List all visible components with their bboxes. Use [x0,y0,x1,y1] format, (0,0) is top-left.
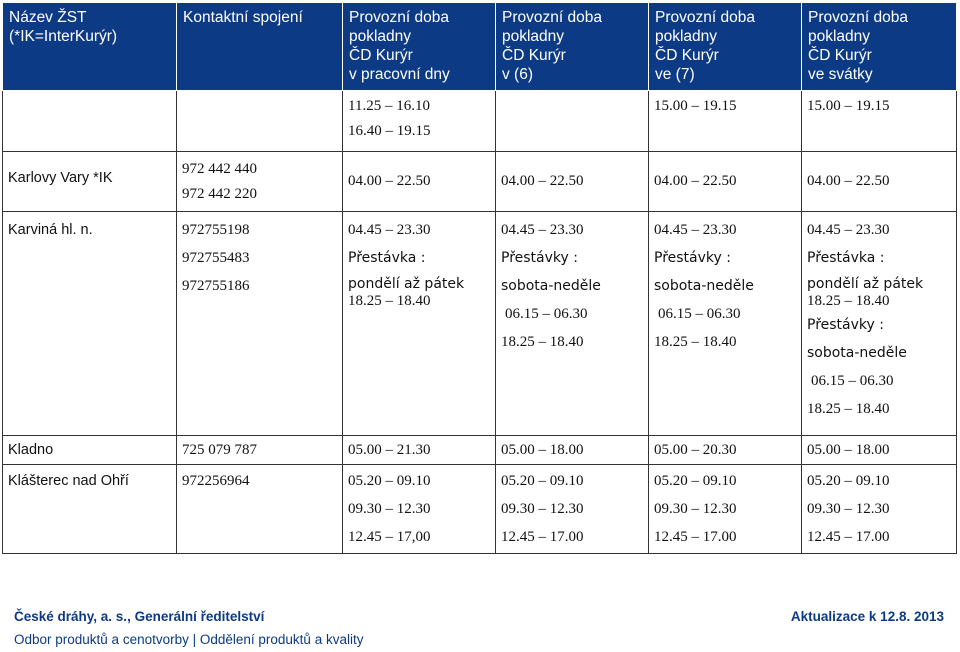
hours: 09.30 – 12.30 [501,501,584,517]
hours: 09.30 – 12.30 [348,501,431,517]
phone: 972755198 [182,222,250,238]
hours: 06.15 – 06.30 [505,306,588,322]
hours: 05.00 – 20.30 [654,441,737,458]
hours: 04.45 – 23.30 [348,222,431,238]
footer-company: České dráhy, a. s., Generální ředitelství [14,609,265,624]
break-label: Přestávky : [501,250,578,266]
hours: 18.25 – 18.40 [501,334,584,350]
hours: 05.20 – 09.10 [501,473,584,489]
holiday-cell [802,91,957,152]
station-name: Karlovy Vary *IK [8,169,113,186]
break-label: Přestávky : [654,250,731,266]
break-days: pondělí až pátek [348,276,465,292]
workdays-cell [343,465,496,554]
header-station: Název ŽST (*IK=InterKurýr) [3,3,177,91]
table-header-row [3,3,957,91]
hours: 06.15 – 06.30 [811,373,894,389]
station-cell [3,91,177,152]
station-cell [3,436,177,465]
saturday-cell [496,465,649,554]
break-label: Přestávka : [348,250,426,266]
saturday-cell [496,91,649,152]
phone: 972755186 [182,278,250,294]
station-cell [3,212,177,436]
station-name: Karviná hl. n. [8,222,93,238]
holiday-cell [802,152,957,212]
sunday-cell [649,212,802,436]
phone: 725 079 787 [182,441,257,458]
station-name: Klášterec nad Ohří [8,473,129,489]
hours: 05.00 – 21.30 [348,441,431,458]
saturday-cell [496,436,649,465]
saturday-cell [496,212,649,436]
hours: 18.25 – 18.40 [807,293,890,309]
footer-department: Odbor produktů a cenotvorby | Oddělení produktů a kvality [14,632,364,647]
sunday-cell [649,465,802,554]
hours: 05.00 – 18.00 [501,441,584,458]
hours: 09.30 – 12.30 [807,501,890,517]
hours: 05.00 – 18.00 [807,441,890,458]
phone: 972 442 220 [182,186,257,202]
hours: 11.25 – 16.10 [348,98,430,114]
contact-cell [177,152,343,212]
header-saturday: Provozní doba pokladny ČD Kurýr v (6) [496,3,649,91]
contact-cell [177,436,343,465]
contact-cell [177,91,343,152]
hours: 15.00 – 19.15 [654,98,737,114]
hours: 18.25 – 18.40 [348,293,431,309]
phone: 972755483 [182,250,250,266]
phone: 972256964 [182,473,250,489]
hours: 12.45 – 17.00 [807,529,890,545]
hours: 04.00 – 22.50 [501,173,584,189]
hours: 04.00 – 22.50 [807,173,890,189]
hours: 06.15 – 06.30 [658,306,741,322]
station-name: Kladno [8,442,54,458]
hours: 04.00 – 22.50 [348,173,431,189]
hours: 18.25 – 18.40 [807,401,890,417]
workdays-cell [343,436,496,465]
contact-cell [177,212,343,436]
table-row [3,465,957,554]
holiday-cell [802,212,957,436]
break-days: sobota-neděle [807,345,907,361]
header-holiday: Provozní doba pokladny ČD Kurýr ve svátky [802,3,957,91]
break-days: sobota-neděle [501,278,601,294]
hours: 15.00 – 19.15 [807,98,890,114]
table-row [3,91,957,152]
table-row [3,212,957,436]
header-contact: Kontaktní spojení [177,3,343,91]
break-label: Přestávka : [807,250,885,266]
workdays-cell [343,152,496,212]
hours: 12.45 – 17.00 [654,529,737,545]
holiday-cell [802,436,957,465]
hours: 04.00 – 22.50 [654,173,737,189]
hours: 18.25 – 18.40 [654,334,737,350]
header-sunday: Provozní doba pokladny ČD Kurýr ve (7) [649,3,802,91]
station-cell [3,465,177,554]
sunday-cell [649,152,802,212]
table-row [3,436,957,465]
contact-cell [177,465,343,554]
sunday-cell [649,91,802,152]
hours: 05.20 – 09.10 [654,473,737,489]
hours: 16.40 – 19.15 [348,123,431,139]
table-row [3,152,957,212]
hours: 04.45 – 23.30 [654,222,737,238]
workdays-cell [343,212,496,436]
hours: 12.45 – 17.00 [501,529,584,545]
hours: 04.45 – 23.30 [501,222,584,238]
workdays-cell [343,91,496,152]
hours: 05.20 – 09.10 [348,473,431,489]
saturday-cell [496,152,649,212]
break-label: Přestávky : [807,317,884,333]
holiday-cell [802,465,957,554]
break-days: sobota-neděle [654,278,754,294]
phone: 972 442 440 [182,161,257,177]
header-workdays: Provozní doba pokladny ČD Kurýr v pracovní dny [343,3,496,91]
footer-updated: Aktualizace k 12.8. 2013 [790,609,944,624]
hours: 12.45 – 17,00 [348,529,431,545]
break-days: pondělí až pátek [807,276,924,292]
station-cell [3,152,177,212]
hours: 05.20 – 09.10 [807,473,890,489]
hours: 09.30 – 12.30 [654,501,737,517]
timetable [2,2,957,554]
sunday-cell [649,436,802,465]
hours: 04.45 – 23.30 [807,222,890,238]
